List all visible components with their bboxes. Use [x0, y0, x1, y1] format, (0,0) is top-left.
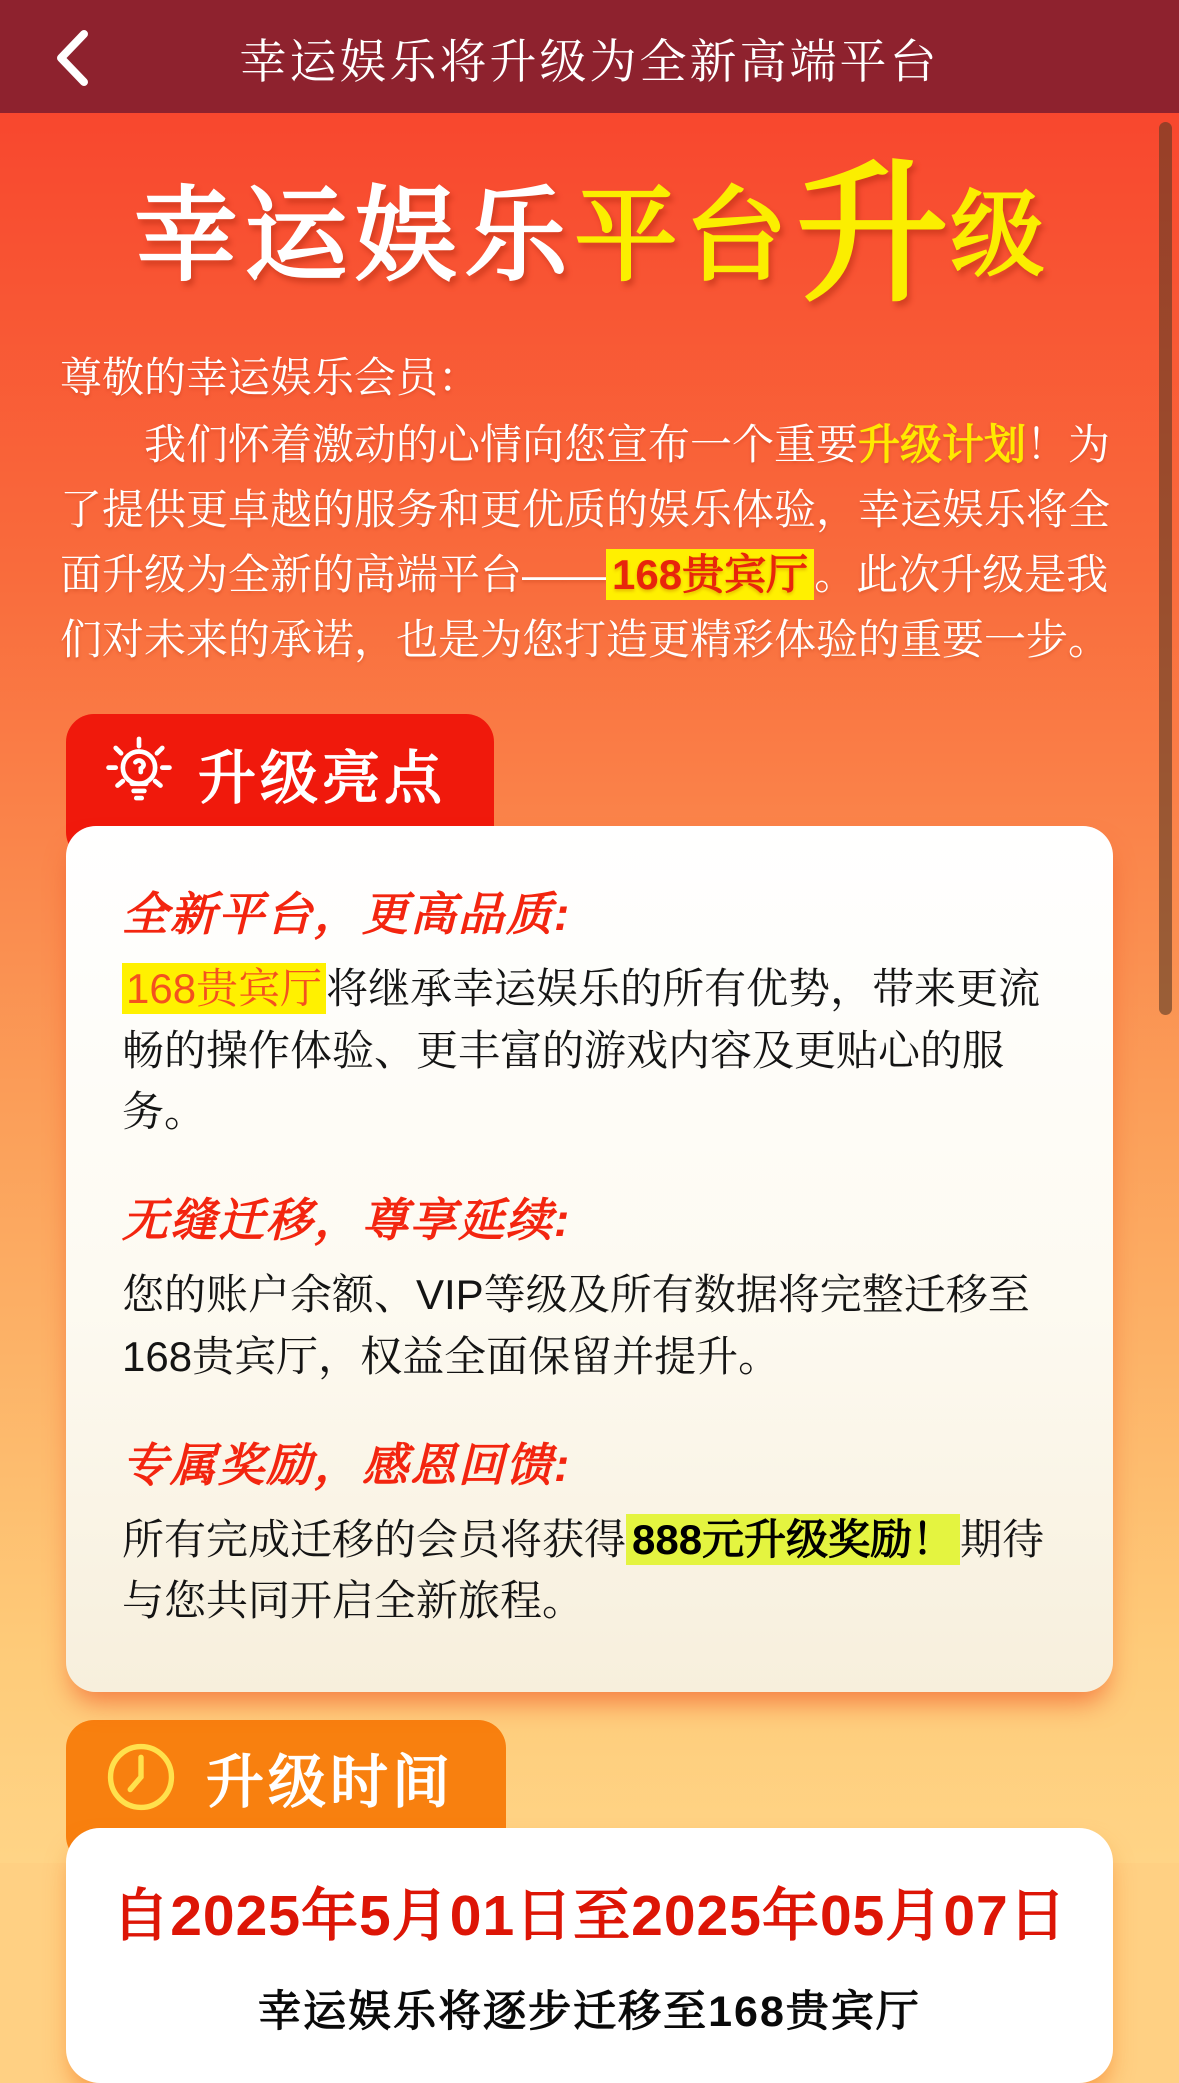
highlights-badge-label: 升级亮点 — [198, 746, 447, 812]
lightbulb-icon — [96, 730, 182, 816]
salutation: 尊敬的幸运娱乐会员： — [60, 354, 481, 401]
announcement-content — [0, 113, 1179, 2036]
highlight-section-reward — [122, 1429, 1057, 1632]
highlight-section-migration — [122, 1184, 1057, 1387]
scrollbar-thumb[interactable] — [1159, 122, 1172, 1015]
page-title: 幸运娱乐将升级为全新高端平台 — [239, 35, 940, 88]
clock-icon — [98, 1734, 184, 1820]
hero-title-upgrade-big: 升 — [796, 150, 949, 320]
back-button[interactable] — [40, 24, 104, 92]
highlight-text-run: 期待与您共同开启全新旅程。 — [122, 1516, 1045, 1625]
hero-title-brand: 幸运娱乐 — [134, 177, 575, 293]
highlight-heading: 无缝迁移，尊享延续: — [122, 1194, 572, 1247]
reward-mark: 888元升级奖励！ — [626, 1514, 960, 1565]
highlight-body — [122, 958, 1057, 1142]
highlight-section-platform — [122, 878, 1057, 1142]
schedule-card — [66, 1828, 1113, 2083]
hero-title-platform: 平台 — [574, 177, 795, 293]
schedule-note: 幸运娱乐将逐步迁移至168贵宾厅 — [258, 1987, 921, 2036]
chevron-left-icon — [55, 29, 89, 87]
highlight-body: 您的账户余额、VIP等级及所有数据将完整迁移至168贵宾厅，权益全面保留并提升。 — [122, 1271, 1030, 1380]
intro-text-run: 。此次升级是我们对未来的承诺，也是为您打造更精彩体验的重要一步。 — [60, 551, 1111, 664]
highlights-card — [66, 826, 1113, 1691]
hero-title-upgrade-small: 级 — [950, 182, 1045, 287]
intro-text — [60, 345, 1121, 672]
highlight-text-run: 将继承幸运娱乐的所有优势，带来更流畅的操作体验、更丰富的游戏内容及更贴心的服务。 — [122, 965, 1041, 1136]
vip-hall-mark: 168贵宾厅 — [122, 963, 326, 1014]
highlight-heading: 专属奖励，感恩回馈: — [122, 1439, 572, 1492]
vip-hall-mark: 168贵宾厅 — [606, 549, 814, 600]
schedule-date-range: 自2025年5月01日至2025年05月07日 — [112, 1883, 1067, 1948]
intro-paragraph — [60, 412, 1121, 672]
highlight-heading: 全新平台，更高品质: — [122, 888, 572, 941]
intro-text-run: ！为了提供更卓越的服务和更优质的娱乐体验，幸运娱乐将全面升级为全新的高端平台—— — [60, 421, 1111, 599]
upgrade-plan-highlight: 升级计划 — [858, 421, 1027, 469]
highlight-body — [122, 1509, 1057, 1632]
highlight-text-run: 所有完成迁移的会员将获得 — [122, 1516, 627, 1564]
schedule-badge-label: 升级时间 — [206, 1749, 455, 1815]
top-navigation-bar — [0, 0, 1179, 113]
intro-text-run: 我们怀着激动的心情向您宣布一个重要 — [144, 421, 859, 469]
hero-title — [0, 113, 1179, 320]
